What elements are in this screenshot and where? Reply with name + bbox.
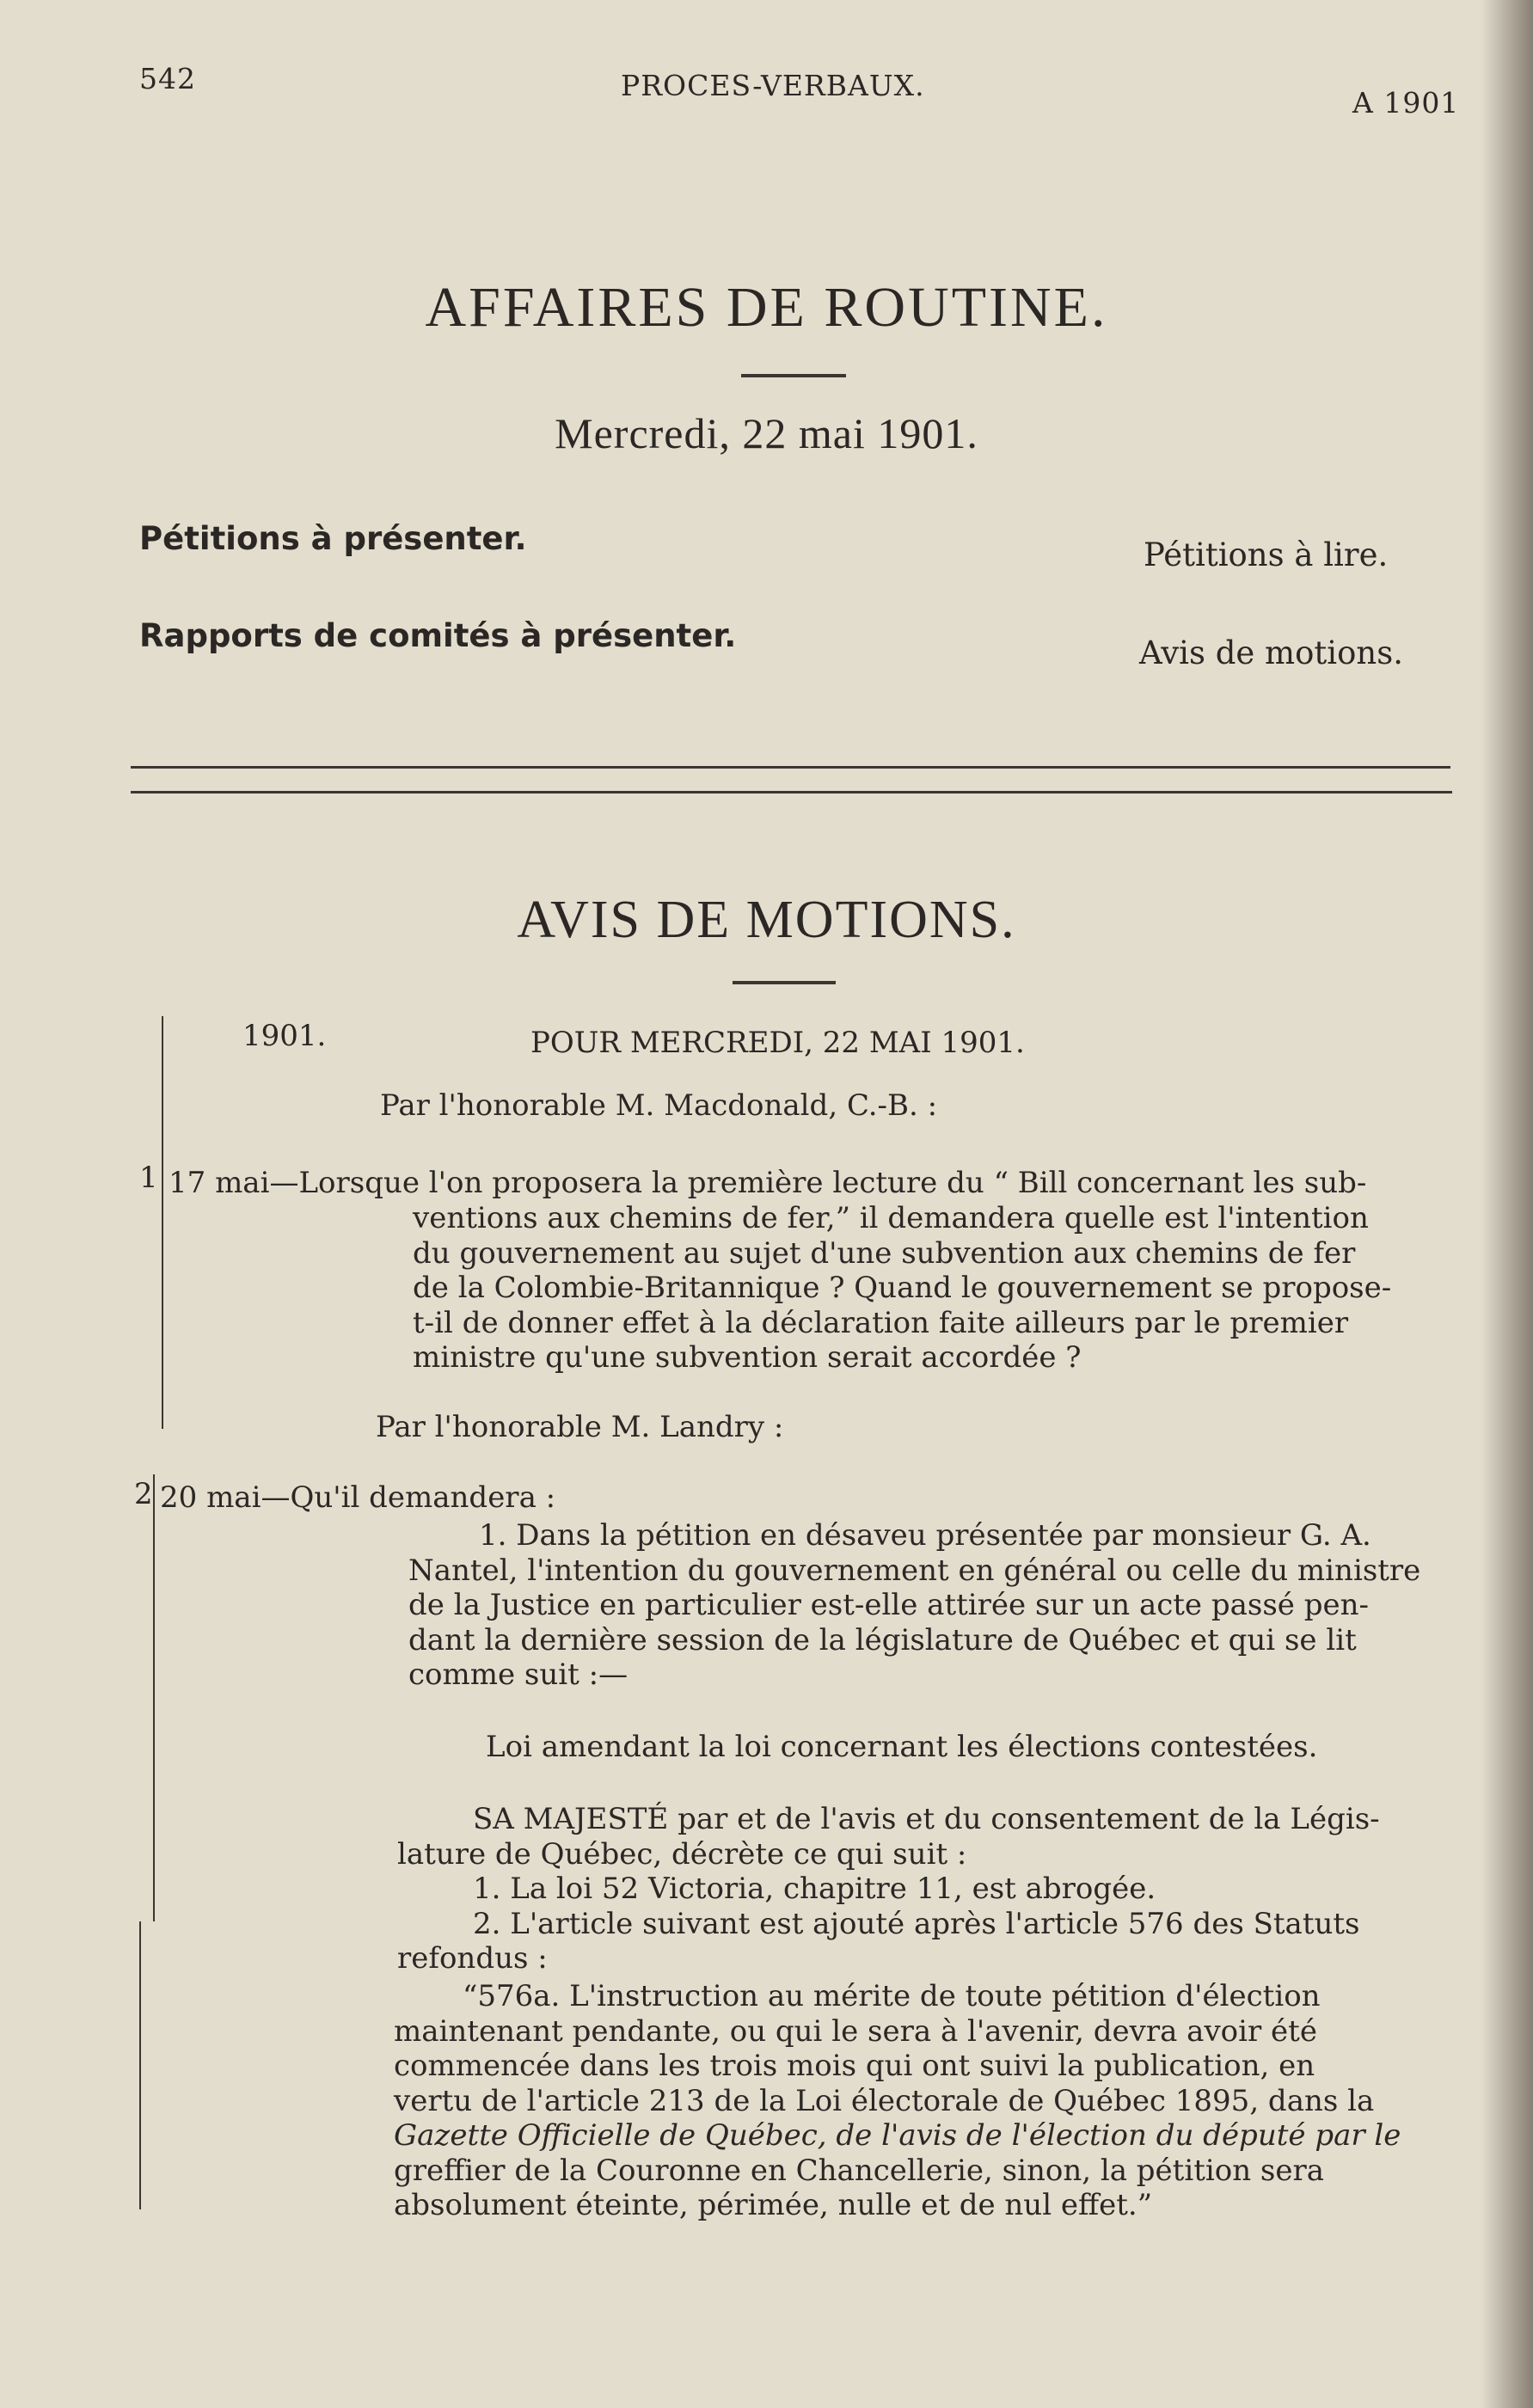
- motion1-mover: Par l'honorable M. Macdonald, C.-B. :: [380, 1088, 938, 1123]
- motions-title-rule: [733, 981, 836, 984]
- motion2-intro: 20 mai—Qu'il demandera :: [160, 1480, 556, 1515]
- point1-line: Nantel, l'intention du gouvernement en général ou celle du ministre: [408, 1553, 1421, 1588]
- article-576a: [394, 1979, 1426, 2223]
- point1-line: 1. Dans la pétition en désaveu présentée par monsieur G. A.: [479, 1518, 1371, 1553]
- motion2-point1: [408, 1518, 1432, 1693]
- routine-item-petitions-presenter: Pétitions à présenter.: [139, 520, 527, 557]
- quote-line: vertu de l'article 213 de la Loi électorale de Québec 1895, dans la: [394, 2083, 1375, 2118]
- enact-line: SA MAJESTÉ par et de l'avis et du consentement de la Légis-: [473, 1802, 1380, 1836]
- enacting-clause: [397, 1802, 1429, 1976]
- point1-line: de la Justice en particulier est-elle attirée sur un acte passé pen-: [408, 1588, 1369, 1622]
- quote-line: absolument éteinte, périmée, nulle et de nul effet.”: [394, 2188, 1153, 2222]
- article-2-line: 2. L'article suivant est ajouté après l'article 576 des Statuts: [473, 1906, 1360, 1941]
- article-1: 1. La loi 52 Victoria, chapitre 11, est abrogée.: [473, 1872, 1156, 1906]
- quote-line: commencée dans les trois mois qui ont suivi la publication, en: [394, 2049, 1315, 2083]
- motions-year: 1901.: [242, 1019, 327, 1053]
- point1-line: comme suit :—: [408, 1657, 629, 1692]
- page-edge-shadow: [1481, 0, 1533, 2408]
- margin-rule-2: [153, 1474, 155, 1921]
- year-mark: A 1901: [1352, 86, 1460, 119]
- title-rule: [741, 374, 846, 377]
- motion1-continuation: [413, 1201, 1444, 1376]
- motion1-line: 17 mai—Lorsque l'on proposera la première lecture du “ Bill concernant les sub-: [169, 1166, 1367, 1200]
- motion1-number: 1: [139, 1161, 158, 1195]
- routine-item-rapports: Rapports de comités à présenter.: [139, 617, 737, 654]
- enact-line: lature de Québec, décrète ce qui suit :: [397, 1836, 967, 1872]
- motion2-number: 2: [134, 1477, 153, 1511]
- motions-title: AVIS DE MOTIONS.: [517, 891, 1016, 949]
- motion1-text: [169, 1166, 1445, 1201]
- margin-rule-1: [162, 1016, 163, 1429]
- routine-date: Mercredi, 22 mai 1901.: [555, 409, 978, 457]
- margin-rule-3: [139, 1921, 141, 2209]
- article-2-line: refondus :: [397, 1941, 548, 1976]
- routine-item-avis-motions: Avis de motions.: [1139, 634, 1403, 671]
- quote-line: maintenant pendante, ou qui le sera à l'avenir, devra avoir été: [394, 2013, 1317, 2049]
- motion1-line: ministre qu'une subvention serait accordée ?: [413, 1340, 1082, 1375]
- point1-line: dant la dernière session de la législature de Québec et qui se lit: [408, 1622, 1357, 1657]
- act-title: Loi amendant la loi concernant les élections contestées.: [486, 1730, 1318, 1764]
- quote-line: Gazette Officielle de Québec, de l'avis de l'élection du député par le: [394, 2118, 1401, 2153]
- motion1-line: de la Colombie-Britannique ? Quand le gouvernement se propose-: [413, 1271, 1392, 1305]
- section-divider-top: [131, 766, 1450, 769]
- motion1-line: ventions aux chemins de fer,” il demandera quelle est l'intention: [413, 1201, 1369, 1235]
- motion2-mover: Par l'honorable M. Landry :: [376, 1410, 784, 1444]
- page-number: 542: [139, 62, 196, 95]
- running-title: PROCES-VERBAUX.: [621, 69, 925, 102]
- section-divider-bottom: [131, 791, 1452, 793]
- routine-title: AFFAIRES DE ROUTINE.: [425, 276, 1108, 339]
- routine-item-petitions-lire: Pétitions à lire.: [1144, 536, 1389, 573]
- motion1-line: du gouvernement au sujet d'une subvention aux chemins de fer: [413, 1235, 1356, 1271]
- motion1-line: t-il de donner effet à la déclaration faite ailleurs par le premier: [413, 1305, 1349, 1340]
- quote-line: “576a. L'instruction au mérite de toute pétition d'élection: [463, 1979, 1321, 2013]
- quote-line: greffier de la Couronne en Chancellerie, sinon, la pétition sera: [394, 2153, 1325, 2188]
- motions-for-date: POUR MERCREDI, 22 MAI 1901.: [530, 1026, 1025, 1060]
